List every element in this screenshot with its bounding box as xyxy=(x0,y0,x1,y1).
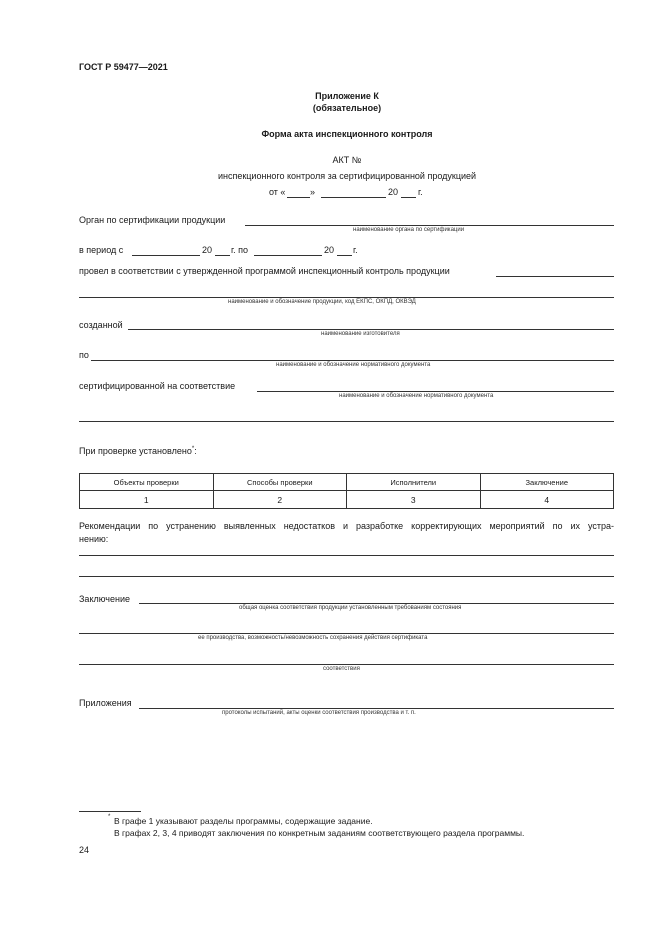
conclusion-line-1 xyxy=(139,603,614,604)
table-cell: 4 xyxy=(480,491,614,509)
period-g: г. xyxy=(353,245,358,255)
normdoc-caption: наименование и обозначение нормативного документа xyxy=(276,362,431,368)
conducted-label: провел в соответствии с утвержденной программой инспекционный контроль продукции xyxy=(79,266,450,276)
attachments-label: Приложения xyxy=(79,698,132,708)
form-title: Форма акта инспекционного контроля xyxy=(261,129,433,139)
created-line xyxy=(128,329,614,330)
attachments-line xyxy=(139,708,614,709)
period-end-blank xyxy=(254,255,322,256)
table-cell: 3 xyxy=(347,491,481,509)
table-cell: 1 xyxy=(80,491,214,509)
check-table-number-row xyxy=(80,491,614,509)
attachments-caption: протоколы испытаний, акты оценки соответствия производства и т. п. xyxy=(222,710,416,716)
period-year-2-blank xyxy=(337,255,352,256)
certified-line-2 xyxy=(79,421,614,422)
page-number: 24 xyxy=(79,845,90,855)
product-caption: наименование и обозначение продукции, код ЕКПС, ОКПД, ОКВЭД xyxy=(228,299,416,305)
certified-line xyxy=(257,391,614,392)
act-title: АКТ № xyxy=(332,155,362,165)
certified-label: сертифицированной на соответствие xyxy=(79,381,236,391)
product-line xyxy=(79,297,614,298)
period-g-po: г. по xyxy=(231,245,249,255)
date-year: 20 xyxy=(388,187,399,197)
check-label: При проверке установлено xyxy=(79,446,192,456)
table-header-cell: Способы проверки xyxy=(213,474,347,491)
manufacturer-caption: наименование изготовителя xyxy=(321,331,400,337)
period-year-2: 20 xyxy=(324,245,335,255)
check-label-row xyxy=(79,446,197,456)
period-year-1-blank xyxy=(215,255,230,256)
organ-caption: наименование органа по сертификации xyxy=(353,227,465,233)
table-cell: 2 xyxy=(213,491,347,509)
by-line xyxy=(91,360,614,361)
organ-line xyxy=(245,225,614,226)
year-blank xyxy=(401,197,416,198)
recommendations-line-b xyxy=(79,576,614,577)
month-blank xyxy=(321,197,386,198)
footnote-separator xyxy=(79,811,141,812)
recommendations-line-1: Рекомендации по устранению выявленных недостатков и разработке корректирующих мероприятий по их устра- xyxy=(79,521,614,531)
appendix-status: (обязательное) xyxy=(312,103,382,113)
recommendations-line-a xyxy=(79,555,614,556)
period-year-1: 20 xyxy=(202,245,213,255)
footnote-line-2: В графах 2, 3, 4 приводят заключения по конкретным заданиям соответствующего раздела программы. xyxy=(114,828,525,838)
check-colon: : xyxy=(194,446,197,456)
conclusion-caption-1: общая оценка соответствия продукции установленным требованиям состояния xyxy=(239,605,462,611)
table-header-cell: Объекты проверки xyxy=(80,474,214,491)
appendix-title: Приложение К xyxy=(315,91,379,101)
normdoc-caption-2: наименование и обозначение нормативного документа xyxy=(339,393,494,399)
organ-label: Орган по сертификации продукции xyxy=(79,215,226,225)
check-table xyxy=(79,473,614,509)
footnote-mark: * xyxy=(108,814,111,820)
date-mid: » xyxy=(310,187,316,197)
check-table-header-row xyxy=(80,474,614,491)
conclusion-line-3 xyxy=(79,664,614,665)
day-blank xyxy=(287,197,310,198)
conclusion-label: Заключение xyxy=(79,594,130,604)
conclusion-line-2 xyxy=(79,633,614,634)
check-footnote-mark: * xyxy=(191,446,195,452)
date-suffix: г. xyxy=(418,187,423,197)
period-prefix: в период с xyxy=(79,245,124,255)
conclusion-caption-2: ее производства, возможность/невозможность сохранения действия сертификата xyxy=(198,635,428,641)
conducted-line xyxy=(496,276,614,277)
table-header-cell: Исполнители xyxy=(347,474,481,491)
footnote-line-1: В графе 1 указывают разделы программы, содержащие задание. xyxy=(114,816,373,826)
period-start-blank xyxy=(132,255,200,256)
recommendations-line-2: нению: xyxy=(79,534,109,544)
act-subtitle: инспекционного контроля за сертифицированной продукцией xyxy=(217,171,477,181)
by-label: по xyxy=(79,350,89,360)
created-label: созданной xyxy=(79,320,123,330)
date-prefix: от « xyxy=(269,187,286,197)
conclusion-caption-3: соответствия xyxy=(323,666,360,672)
standard-header: ГОСТ Р 59477—2021 xyxy=(79,62,168,72)
table-header-cell: Заключение xyxy=(480,474,614,491)
